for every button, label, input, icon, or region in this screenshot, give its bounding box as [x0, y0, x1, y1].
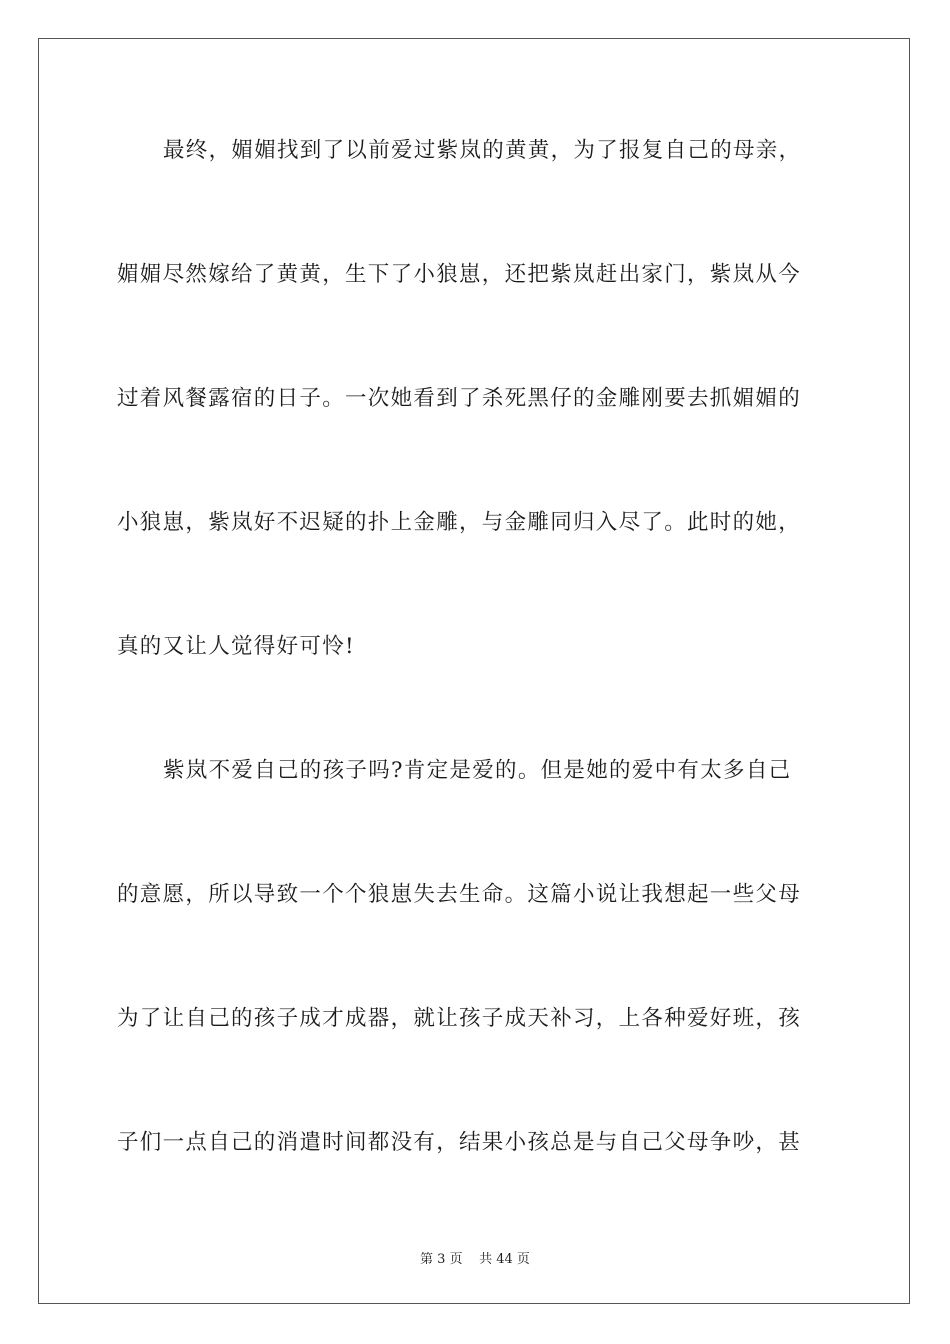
- paragraph-1-line-3: 过着风餐露宿的日子。一次她看到了杀死黑仔的金雕刚要去抓媚媚的: [117, 386, 802, 411]
- page-frame: [38, 38, 910, 1304]
- paragraph-1-line-5: 真的又让人觉得好可怜!: [117, 634, 355, 659]
- paragraph-1-line-2: 媚媚尽然嫁给了黄黄，生下了小狼崽，还把紫岚赶出家门，紫岚从今: [117, 262, 802, 287]
- paragraph-2-line-3: 为了让自己的孩子成才成器，就让孩子成天补习，上各种爱好班，孩: [117, 1006, 802, 1031]
- page-number: 第 3 页: [420, 1252, 463, 1267]
- paragraph-1-line-1: 最终，媚媚找到了以前爱过紫岚的黄黄，为了报复自己的母亲，: [163, 138, 802, 163]
- paragraph-2-line-1: 紫岚不爱自己的孩子吗?肯定是爱的。但是她的爱中有太多自己: [163, 758, 792, 783]
- page-footer: [0, 1248, 950, 1267]
- paragraph-1-line-4: 小狼崽，紫岚好不迟疑的扑上金雕，与金雕同归入尽了。此时的她，: [117, 510, 802, 535]
- page-total: 共 44 页: [479, 1252, 530, 1267]
- paragraph-2-line-4: 子们一点自己的消遣时间都没有，结果小孩总是与自己父母争吵，甚: [117, 1130, 802, 1155]
- paragraph-2-line-2: 的意愿，所以导致一个个狼崽失去生命。这篇小说让我想起一些父母: [117, 882, 802, 907]
